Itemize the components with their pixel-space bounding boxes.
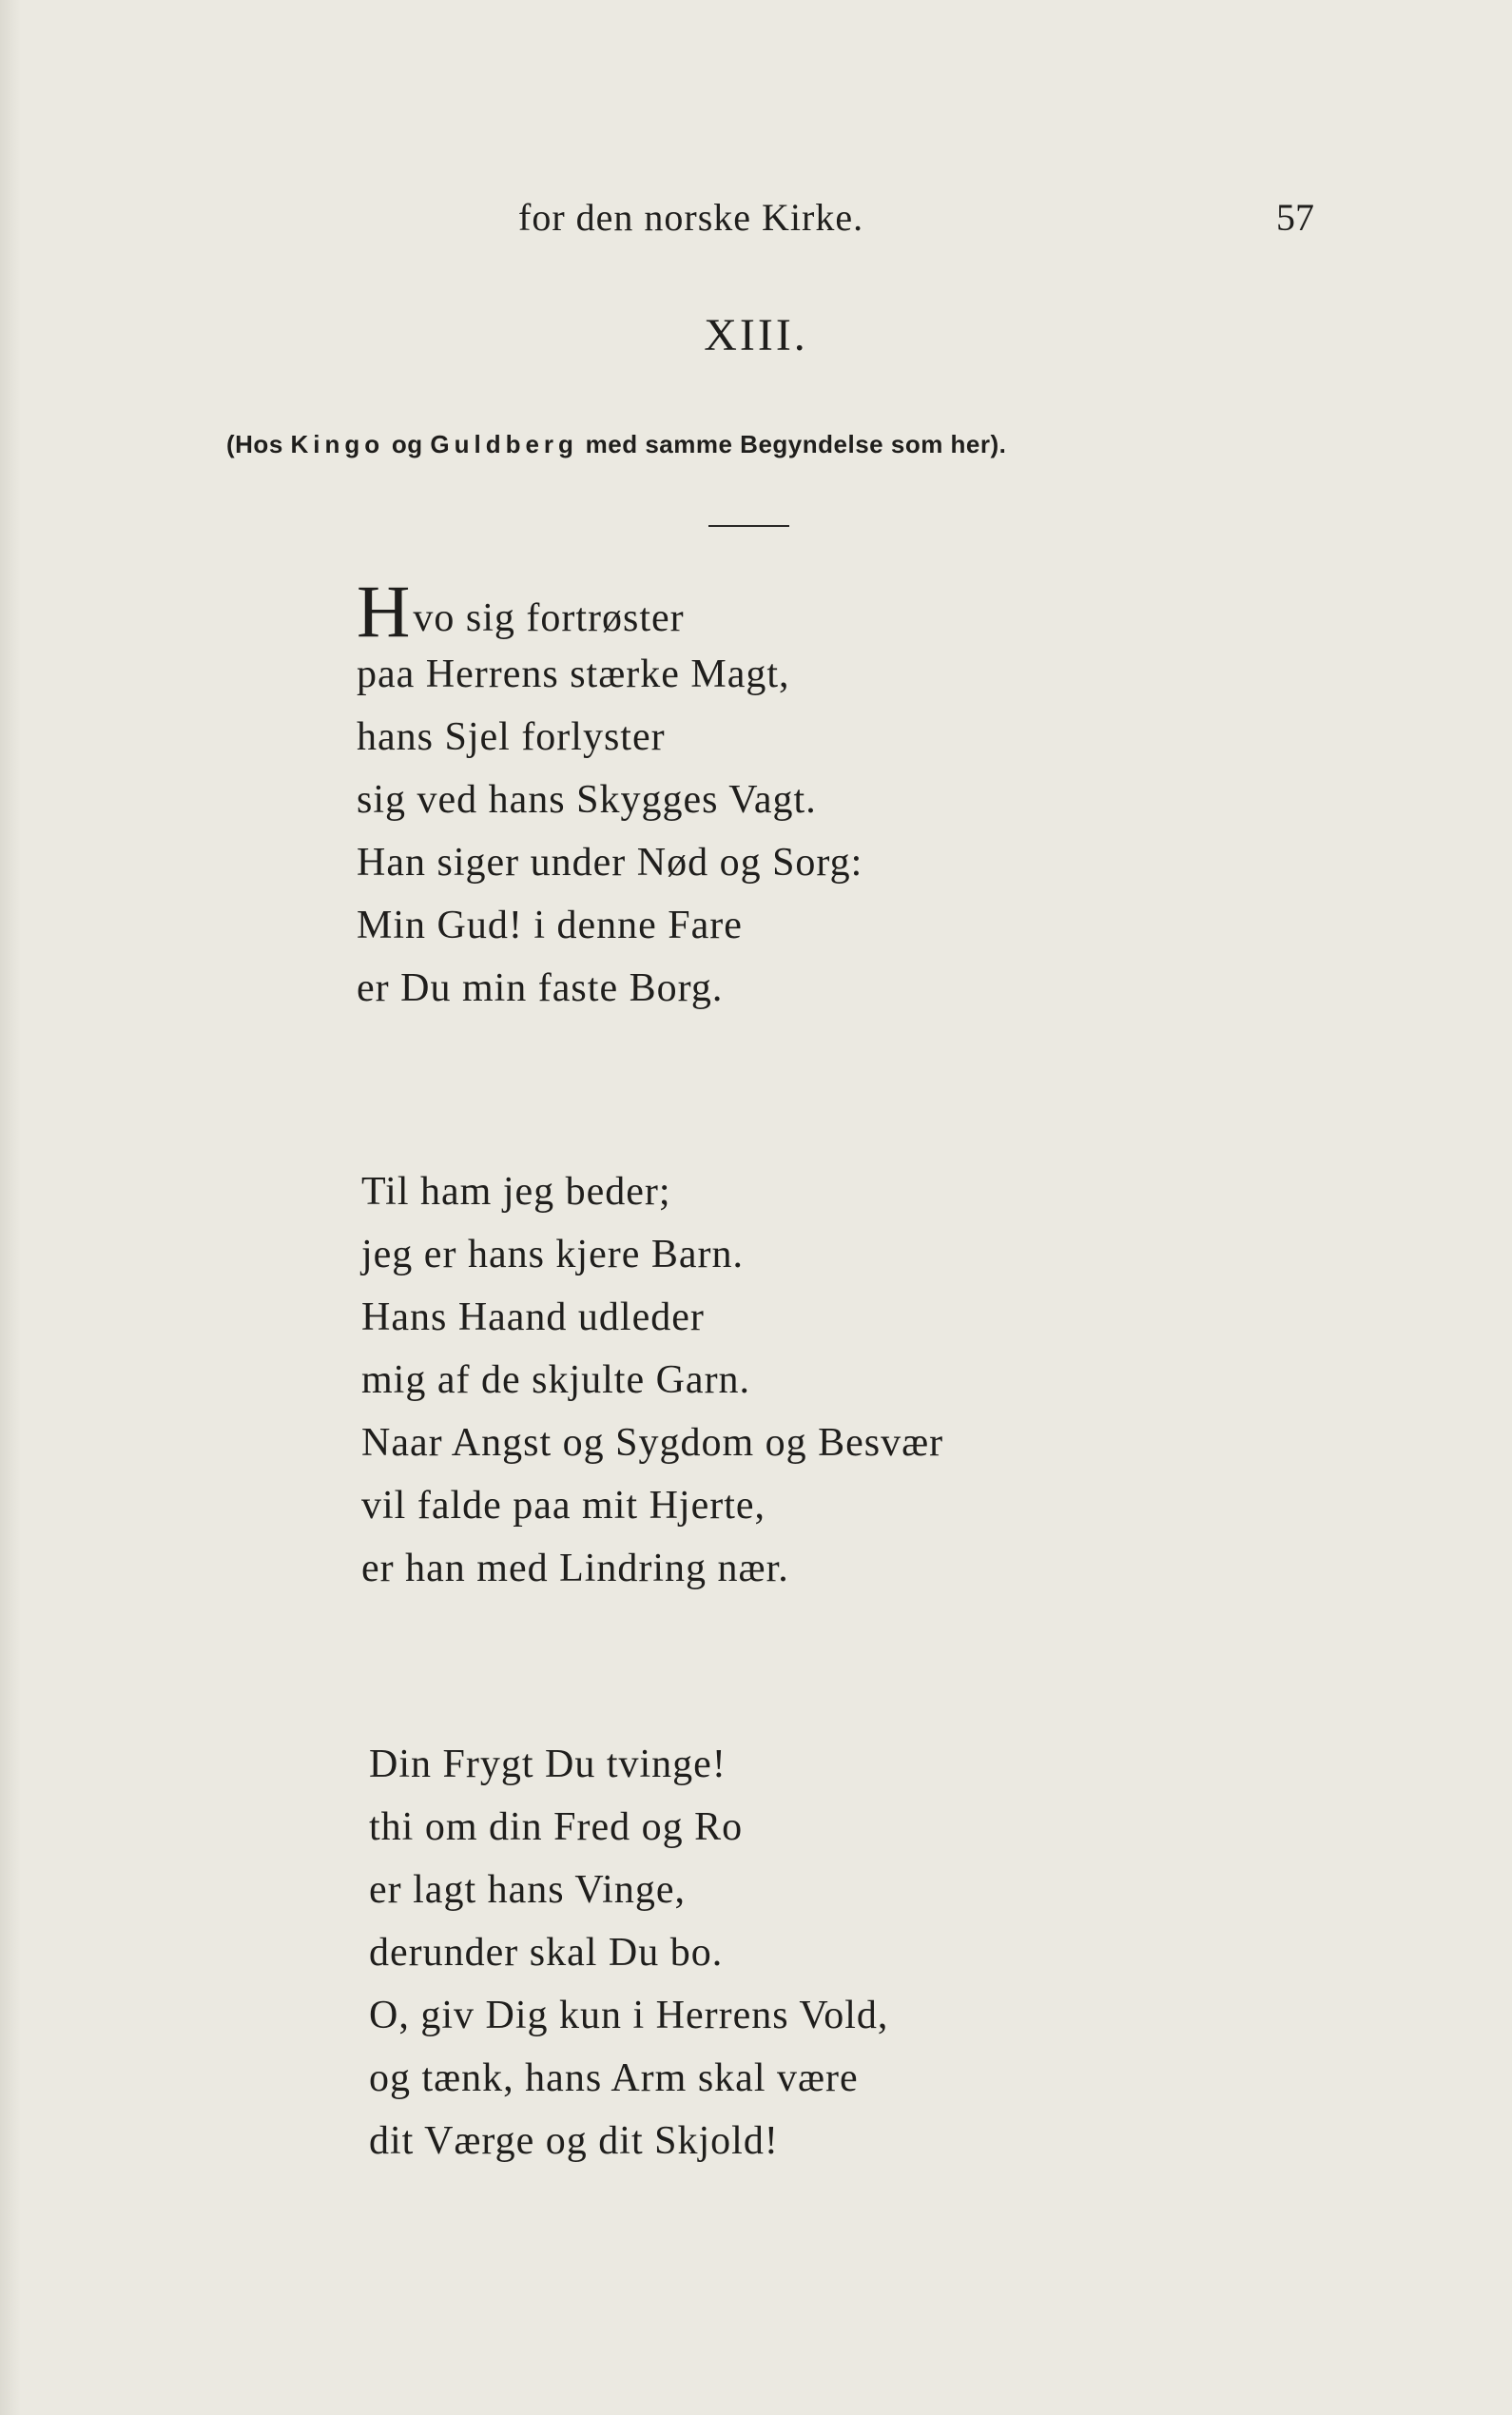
verse-line [357,570,863,652]
note-author-kingo: Kingo [290,430,385,458]
verse-line: mig af de skjulte Garn. [361,1358,751,1402]
section-numeral: XIII. [704,310,808,360]
page-number: 57 [1276,196,1314,239]
verse-line: paa Herrens stærke Magt, [357,652,790,696]
verse-line: er Du min faste Borg. [357,966,724,1010]
page-gutter-shadow [0,0,21,2415]
verse-line: jeg er hans kjere Barn. [361,1233,745,1276]
source-note [226,430,1006,459]
stanza-2 [361,1160,943,1600]
verse-line: hans Sjel forlyster [357,715,666,759]
verse-line: er han med Lindring nær. [361,1547,789,1590]
verse-line: Til ham jeg beder; [361,1170,671,1214]
verse-line: sig ved hans Skygges Vagt. [357,778,817,822]
section-divider-rule [708,525,789,527]
verse-line: O, giv Dig kun i Herrens Vold, [369,1994,889,2037]
note-open: (Hos [226,430,291,458]
stanza-3 [369,1733,888,2172]
running-title: for den norske Kirke. [518,196,864,239]
verse-line-text: vo sig fortrøster [413,596,685,640]
verse-line: Hans Haand udleder [361,1295,705,1339]
note-middle: og [384,430,431,458]
verse-line: thi om din Fred og Ro [369,1805,744,1849]
verse-line: Min Gud! i denne Fare [357,904,743,947]
note-author-guldberg: Guldberg [430,430,578,458]
drop-cap-initial: H [357,570,412,652]
verse-line: Din Frygt Du tvinge! [369,1743,727,1786]
verse-line: Han siger under Nød og Sorg: [357,841,863,885]
verse-line: og tænk, hans Arm skal være [369,2056,859,2100]
note-close: med samme Begyndelse som her). [577,430,1007,458]
verse-line: derunder skal Du bo. [369,1931,724,1975]
stanza-1 [357,570,863,1020]
verse-line: dit Værge og dit Skjold! [369,2119,779,2163]
verse-line: er lagt hans Vinge, [369,1868,686,1912]
verse-line: Naar Angst og Sygdom og Besvær [361,1421,944,1465]
verse-line: vil falde paa mit Hjerte, [361,1484,766,1528]
